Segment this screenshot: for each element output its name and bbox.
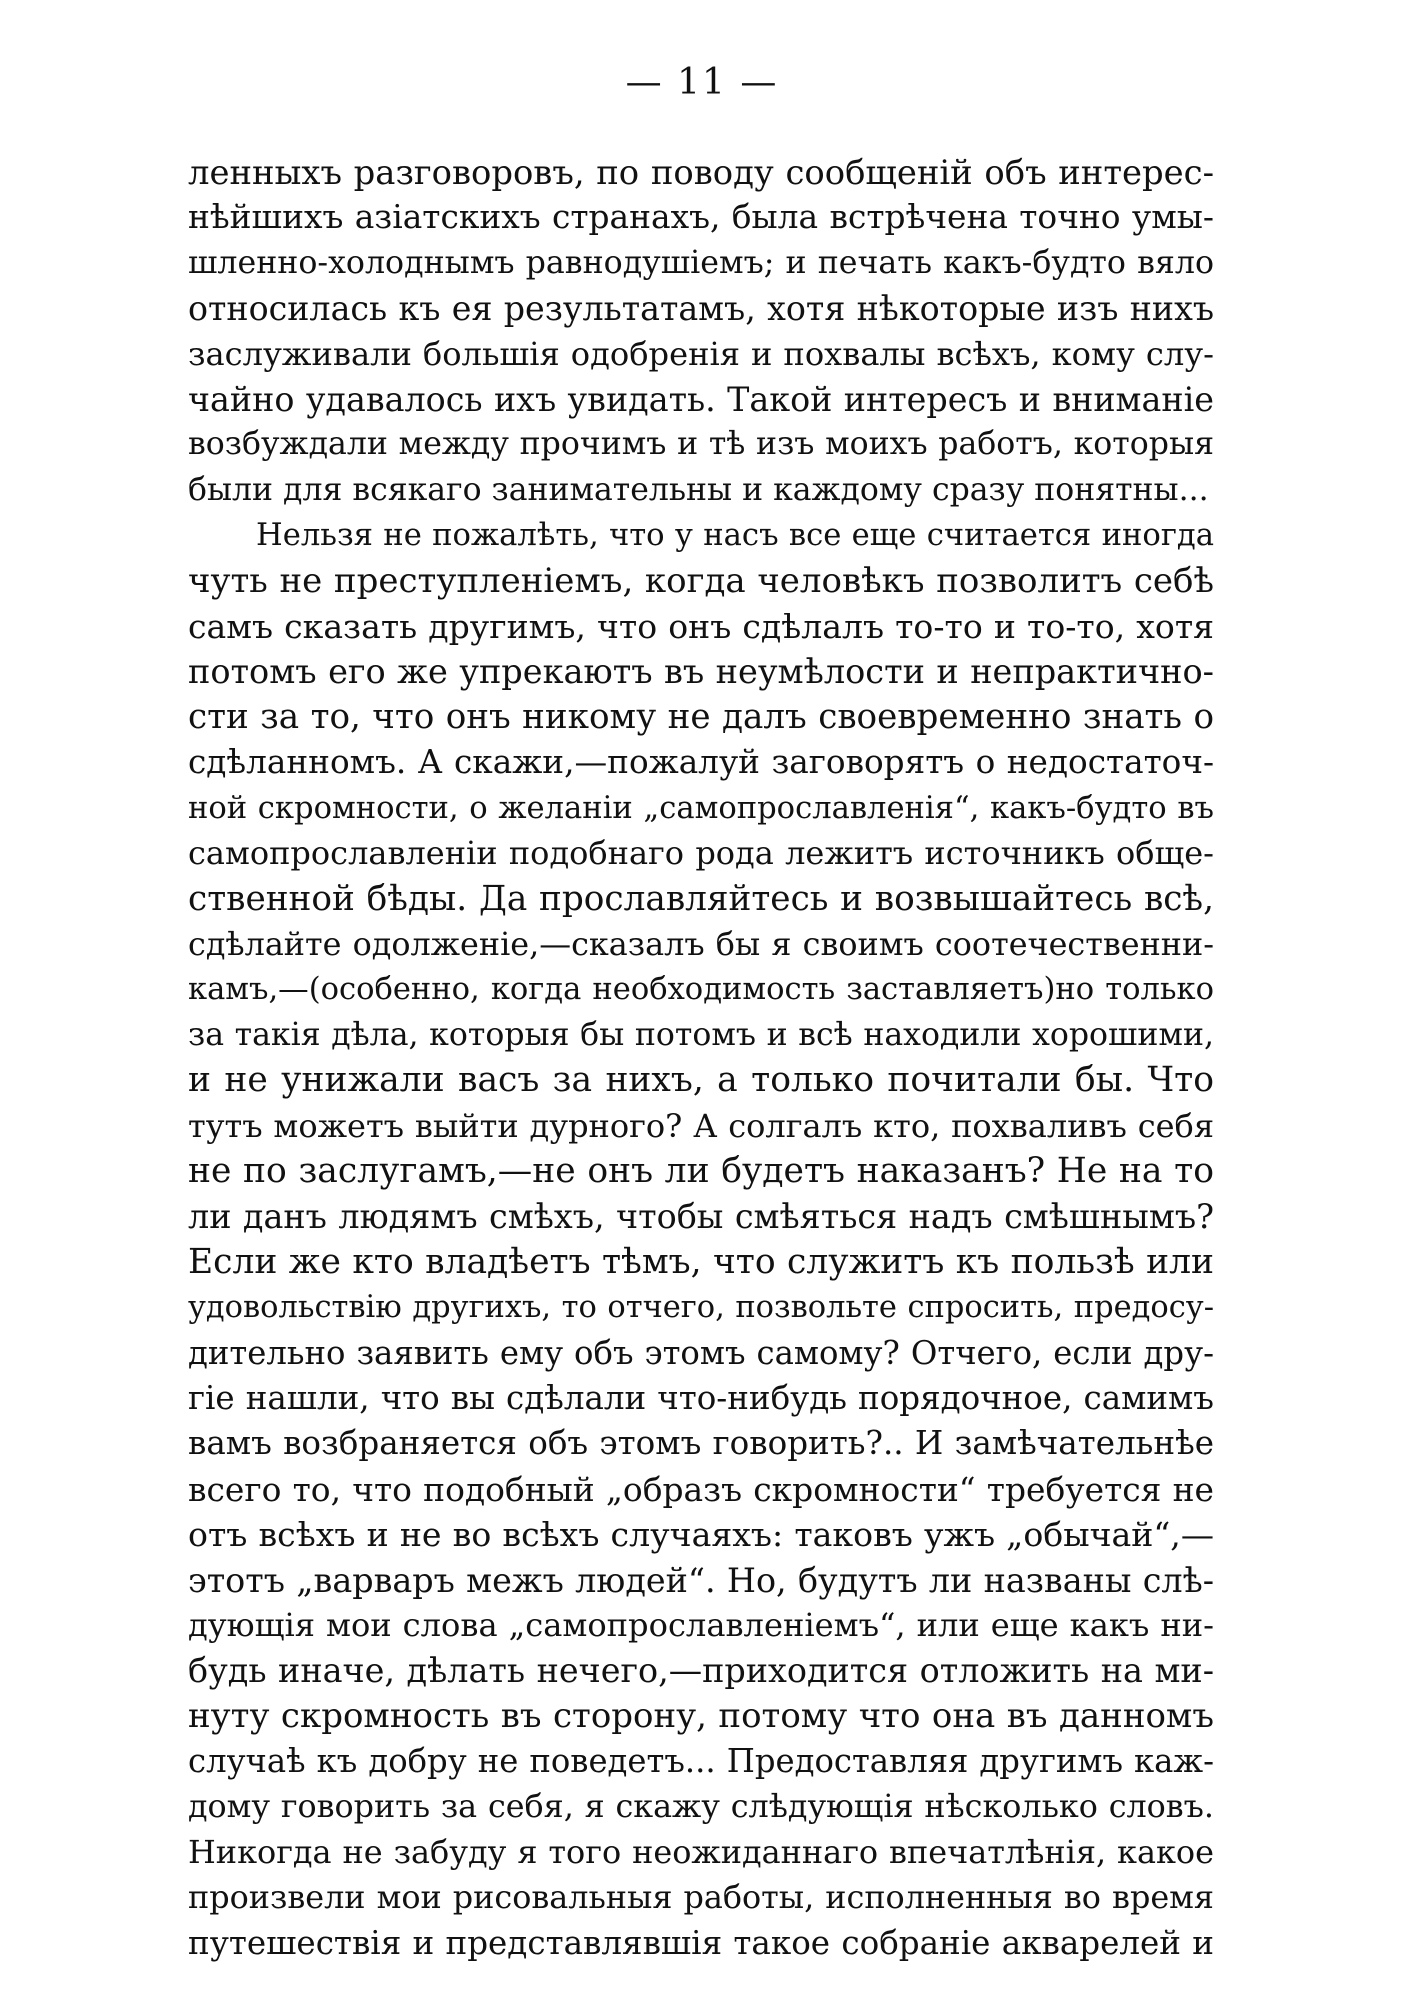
text-line: этотъ „варваръ межъ людей“. Но, будутъ ли названы слѣ- bbox=[188, 1560, 1214, 1600]
body-text bbox=[188, 150, 1214, 1966]
text-line: удовольствію другихъ, то отчего, позвольте спросить, предосу- bbox=[188, 1290, 1214, 1326]
text-line: дующія мои слова „самопрославленіемъ“, или еще какъ ни- bbox=[188, 1606, 1214, 1644]
text-line: относилась къ ея результатамъ, хотя нѣкоторые изъ нихъ bbox=[188, 289, 1214, 329]
text-line: нѣйшихъ азіатскихъ странахъ, была встрѣчена точно умы- bbox=[188, 198, 1214, 237]
text-line: были для всякаго занимательны и каждому сразу понятны... bbox=[188, 471, 1209, 508]
text-line: вамъ возбраняется объ этомъ говорить?.. И замѣчательнѣе bbox=[188, 1424, 1214, 1463]
text-line: будь иначе, дѣлать нечего,—приходится отложить на ми- bbox=[188, 1651, 1214, 1691]
text-line: нуту скромность въ сторону, потому что она въ данномъ bbox=[188, 1695, 1214, 1736]
text-line: сти за то, что онъ никому не далъ своевременно знать о bbox=[188, 696, 1214, 737]
text-line: ственной бѣды. Да прославляйтесь и возвышайтесь всѣ, bbox=[188, 878, 1214, 919]
text-line: сдѣлайте одолженіе,—сказалъ бы я своимъ соотечественни- bbox=[188, 924, 1214, 963]
text-line: ли данъ людямъ смѣхъ, чтобы смѣяться надъ смѣшнымъ? bbox=[188, 1197, 1214, 1237]
text-line: произвели мои рисовальныя работы, исполненныя во время bbox=[188, 1878, 1214, 1917]
text-line: Если же кто владѣетъ тѣмъ, что служитъ къ пользѣ или bbox=[188, 1241, 1214, 1282]
text-line: гіе нашли, что вы сдѣлали что-нибудь порядочное, самимъ bbox=[188, 1378, 1214, 1417]
text-line: ной скромности, о желаніи „самопрославленія“, какъ-будто въ bbox=[188, 790, 1214, 826]
text-line: Никогда не забуду я того неожиданнаго впечатлѣнія, какое bbox=[188, 1833, 1214, 1872]
text-line: возбуждали между прочимъ и тѣ изъ моихъ работъ, которыя bbox=[188, 426, 1214, 463]
text-line: и не унижали васъ за нихъ, а только почитали бы. Что bbox=[188, 1060, 1214, 1101]
text-line: ленныхъ разговоровъ, по поводу сообщеній объ интерес- bbox=[188, 153, 1214, 192]
text-line: за такія дѣла, которыя бы потомъ и всѣ находили хорошими, bbox=[188, 1016, 1214, 1053]
text-line: самъ сказать другимъ, что онъ сдѣлалъ то-то и то-то, хотя bbox=[188, 607, 1214, 647]
text-line: шленно-холоднымъ равнодушіемъ; и печать какъ-будто вяло bbox=[188, 244, 1214, 281]
text-line: тутъ можетъ выйти дурного? А солгалъ кто, похваливъ себя bbox=[188, 1106, 1214, 1145]
text-line: дительно заявить ему объ этомъ самому? Отчего, если дру- bbox=[188, 1333, 1214, 1372]
text-line: отъ всѣхъ и не во всѣхъ случаяхъ: таковъ ужъ „обычай“,— bbox=[188, 1515, 1214, 1555]
paragraph-start-line: Нельзя не пожалѣть, что у насъ все еще считается иногда bbox=[256, 518, 1214, 554]
text-line: не по заслугамъ,—не онъ ли будетъ наказанъ? Не на то bbox=[188, 1150, 1214, 1191]
text-line: самопрославленіи подобнаго рода лежитъ источникъ обще- bbox=[188, 834, 1214, 873]
text-line: чайно удавалось ихъ увидать. Такой интересъ и вниманіе bbox=[188, 380, 1214, 420]
text-line: сдѣланномъ. А скажи,—пожалуй заговорятъ о недостаточ- bbox=[188, 743, 1214, 782]
text-line: заслуживали большія одобренія и похвалы всѣхъ, кому слу- bbox=[188, 334, 1214, 373]
text-line: потомъ его же упрекаютъ въ неумѣлости и непрактично- bbox=[188, 652, 1214, 692]
text-line: всего то, что подобный „образъ скромности“ требуется не bbox=[188, 1469, 1214, 1509]
text-line: дому говорить за себя, я скажу слѣдующія нѣсколько словъ. bbox=[188, 1788, 1214, 1825]
text-line: путешествія и представлявшія такое собраніе акварелей и bbox=[188, 1923, 1214, 1962]
text-line: случаѣ къ добру не поведетъ... Предоставляя другимъ каж- bbox=[188, 1742, 1214, 1781]
text-line: камъ,—(особенно, когда необходимость заставляетъ)но только bbox=[188, 972, 1214, 1008]
page-number: — 11 — bbox=[625, 62, 779, 103]
text-line: чуть не преступленіемъ, когда человѣкъ позволитъ себѣ bbox=[188, 560, 1214, 601]
